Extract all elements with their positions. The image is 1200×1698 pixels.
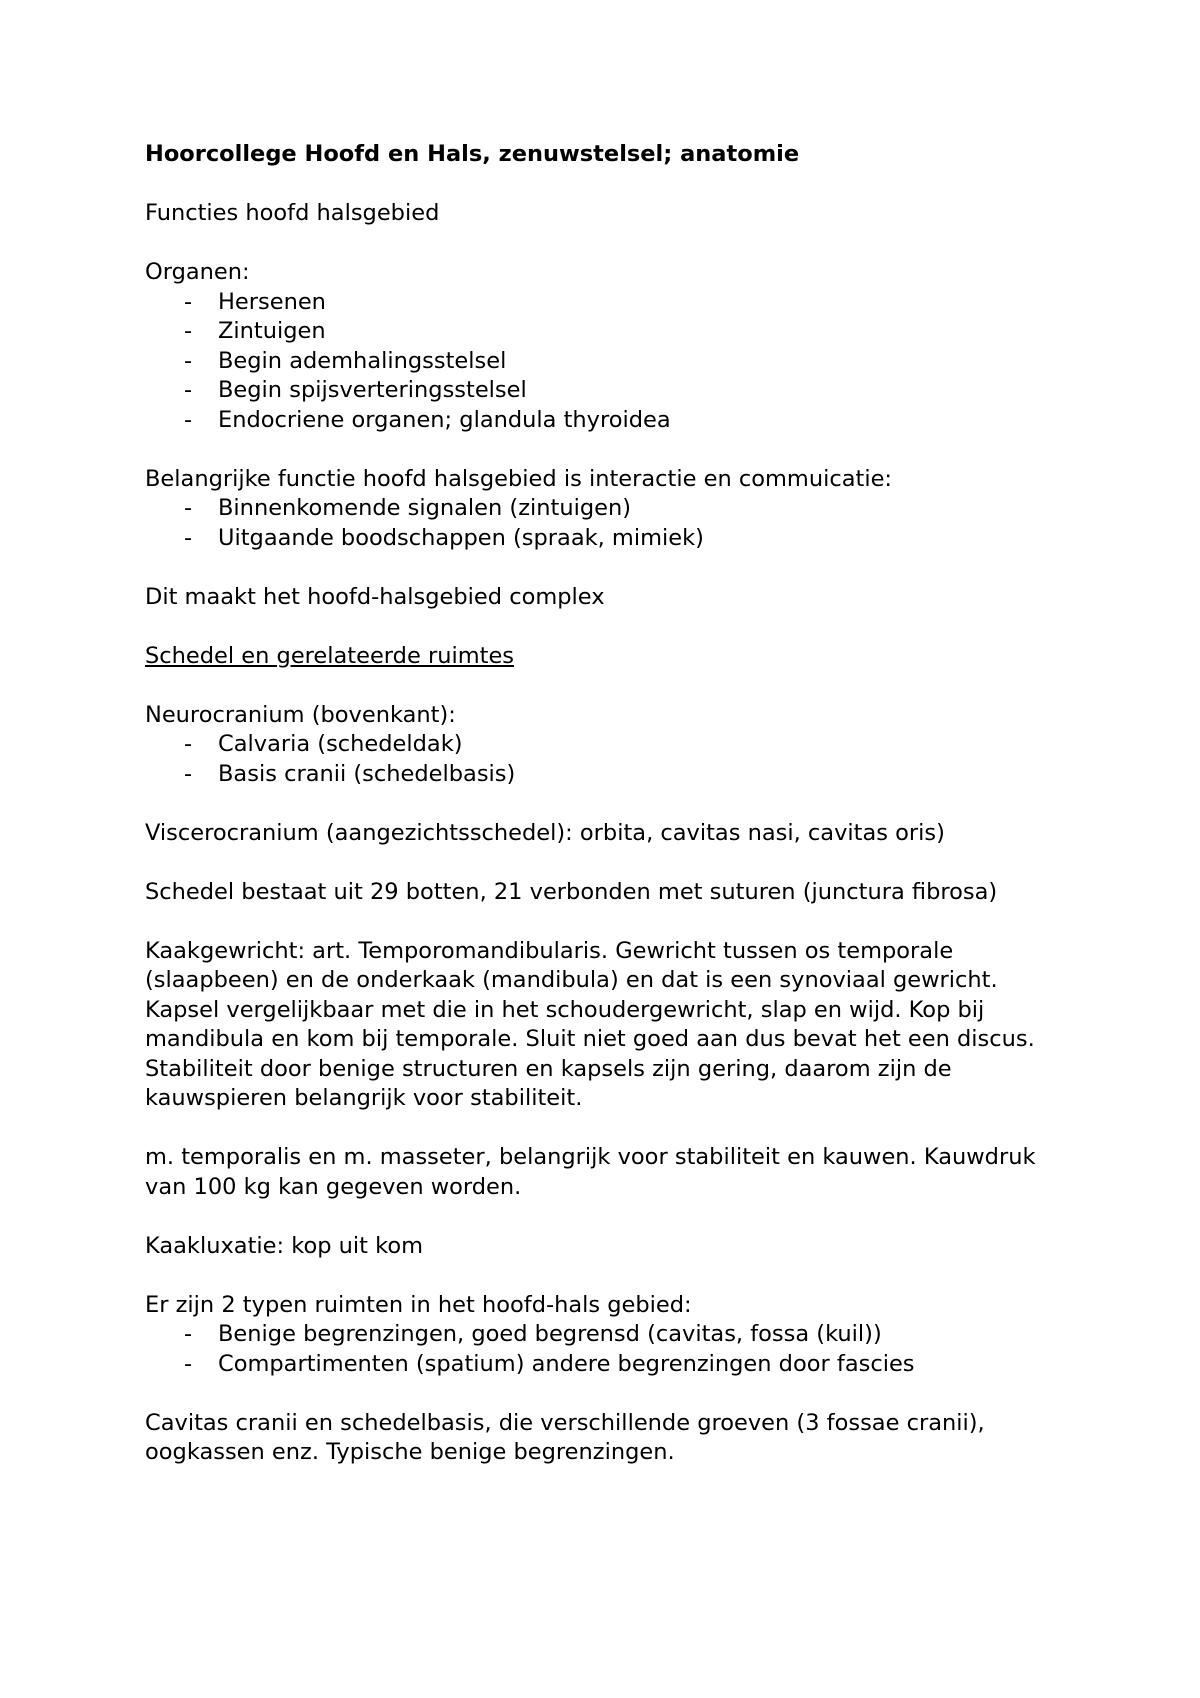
organen-list xyxy=(145,288,1075,436)
bullet-dash: - xyxy=(184,1321,193,1347)
spacer xyxy=(145,848,1075,878)
list-item-text: Begin spijsverteringsstelsel xyxy=(218,377,527,403)
bullet-dash: - xyxy=(184,495,193,521)
paragraph-kaakluxatie: Kaakluxatie: kop uit kom xyxy=(145,1232,424,1259)
spacer xyxy=(145,553,1075,583)
spacer xyxy=(145,789,1075,819)
list-item xyxy=(145,524,1075,554)
document-body xyxy=(145,140,1075,1468)
neurocranium-heading: Neurocranium (bovenkant): xyxy=(145,701,456,728)
ruimten-list xyxy=(145,1320,1075,1379)
list-item-text: Hersenen xyxy=(218,288,326,315)
bullet-dash: - xyxy=(184,377,193,403)
list-item-text: Binnenkomende signalen (zintuigen) xyxy=(218,495,632,521)
paragraph-kapsel: Kapsel vergelijkbaar met die in het schoudergewricht, slap en wijd. Kop bij mandibula en kom bij temporale. Sluit niet goed aan dus bevat het een discus. Stabiliteit door benige structuren en kapsels zijn gering, daarom zijn de kauwspieren belangrijk voor stabiliteit. xyxy=(145,996,1035,1111)
list-item xyxy=(145,347,1075,377)
spacer xyxy=(145,170,1075,200)
bullet-dash: - xyxy=(184,1350,193,1377)
organen-heading: Organen: xyxy=(145,259,250,285)
bullet-dash: - xyxy=(184,347,193,374)
section-heading-schedel: Schedel en gerelateerde ruimtes xyxy=(145,642,515,669)
list-item-text: Endocriene organen; glandula thyroidea xyxy=(218,406,671,433)
list-item-text: Begin ademhalingsstelsel xyxy=(218,347,507,374)
list-item xyxy=(145,494,1075,524)
paragraph-kaakgewricht: Kaakgewricht: art. Temporomandibularis. Gewricht tussen os temporale (slaapbeen) en de onderkaak (mandibula) en dat is een synoviaal gewricht. xyxy=(145,937,998,993)
list-item xyxy=(145,1350,1075,1380)
list-item-text: Calvaria (schedeldak) xyxy=(218,731,463,757)
spacer xyxy=(145,1202,1075,1232)
paragraph-functies: Functies hoofd halsgebied xyxy=(145,200,440,226)
spacer xyxy=(145,671,1075,701)
bullet-dash: - xyxy=(184,318,193,344)
list-item xyxy=(145,376,1075,406)
bullet-dash: - xyxy=(184,524,193,551)
ruimten-heading: Er zijn 2 typen ruimten in het hoofd-hals gebied: xyxy=(145,1291,692,1318)
paragraph-temporalis: m. temporalis en m. masseter, belangrijk voor stabiliteit en kauwen. Kauwdruk van 100 kg kan gegeven worden. xyxy=(145,1144,1036,1200)
interactie-heading: Belangrijke functie hoofd halsgebied is interactie en commuicatie: xyxy=(145,465,892,492)
document-title: Hoorcollege Hoofd en Hals, zenuwstelsel; anatomie xyxy=(145,141,800,167)
bullet-dash: - xyxy=(184,760,193,787)
bullet-dash: - xyxy=(184,731,193,757)
spacer xyxy=(145,1261,1075,1291)
list-item-text: Benige begrenzingen, goed begrensd (cavitas, fossa (kuil)) xyxy=(218,1321,882,1347)
bullet-dash: - xyxy=(184,406,193,433)
interactie-list xyxy=(145,494,1075,553)
list-item-text: Compartimenten (spatium) andere begrenzingen door fascies xyxy=(218,1350,915,1377)
list-item xyxy=(145,406,1075,436)
spacer xyxy=(145,435,1075,465)
neurocranium-list xyxy=(145,730,1075,789)
list-item xyxy=(145,288,1075,318)
list-item xyxy=(145,1320,1075,1350)
bullet-dash: - xyxy=(184,288,193,315)
spacer xyxy=(145,907,1075,937)
spacer xyxy=(145,229,1075,259)
list-item-text: Uitgaande boodschappen (spraak, mimiek) xyxy=(218,524,704,551)
list-item xyxy=(145,730,1075,760)
paragraph-cavitas: Cavitas cranii en schedelbasis, die verschillende groeven (3 fossae cranii), oogkassen enz. Typische benige begrenzingen. xyxy=(145,1409,985,1465)
spacer xyxy=(145,1114,1075,1144)
list-item xyxy=(145,760,1075,790)
spacer xyxy=(145,612,1075,642)
paragraph-viscerocranium: Viscerocranium (aangezichtsschedel): orbita, cavitas nasi, cavitas oris) xyxy=(145,819,945,846)
list-item-text: Basis cranii (schedelbasis) xyxy=(218,760,516,787)
paragraph-complex: Dit maakt het hoofd-halsgebied complex xyxy=(145,583,605,610)
list-item-text: Zintuigen xyxy=(218,318,326,344)
list-item xyxy=(145,317,1075,347)
paragraph-schedel-botten: Schedel bestaat uit 29 botten, 21 verbonden met suturen (junctura fibrosa) xyxy=(145,878,998,905)
spacer xyxy=(145,1379,1075,1409)
